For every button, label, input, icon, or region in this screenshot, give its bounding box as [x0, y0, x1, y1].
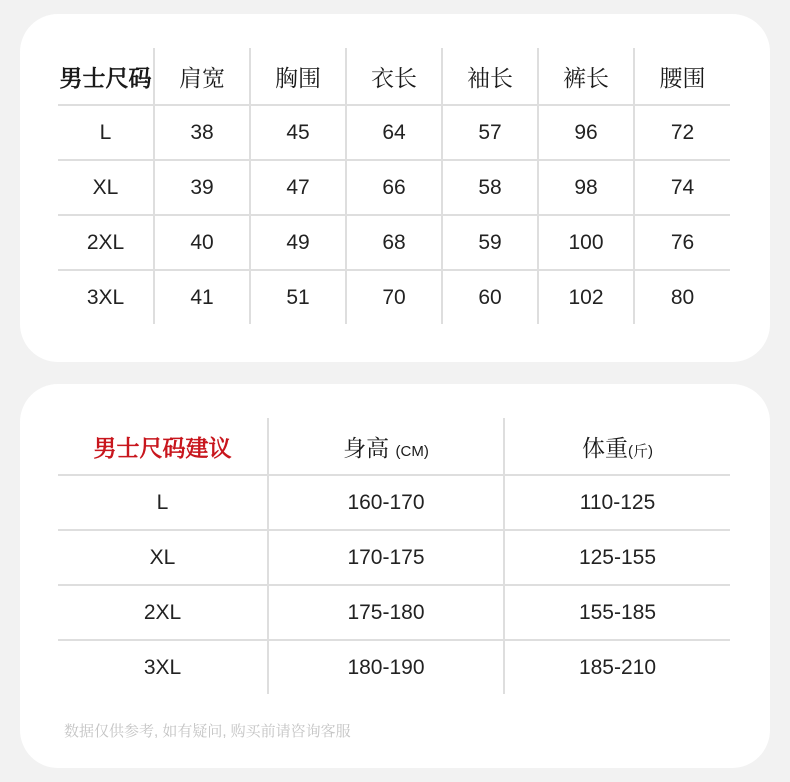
height-cell: 175-180	[268, 585, 504, 640]
chest-cell: 49	[250, 215, 346, 270]
size-cell: 2XL	[58, 585, 268, 640]
header-length: 衣长	[346, 48, 442, 105]
waist-cell: 72	[634, 105, 730, 160]
weight-cell: 110-125	[504, 475, 730, 530]
sleeve-cell: 58	[442, 160, 538, 215]
shoulder-cell: 39	[154, 160, 250, 215]
size-cell: L	[58, 475, 268, 530]
header-chest: 胸围	[250, 48, 346, 105]
weight-unit: (斤)	[628, 442, 653, 460]
disclaimer-note: 数据仅供参考, 如有疑问, 购买前请咨询客服	[64, 723, 351, 740]
height-cell: 170-175	[268, 530, 504, 585]
weight-cell: 185-210	[504, 640, 730, 694]
size-recommendation-card	[20, 384, 770, 768]
size-cell: XL	[58, 160, 154, 215]
table-row	[58, 475, 730, 530]
recommendation-header-row	[58, 418, 730, 475]
waist-cell: 80	[634, 270, 730, 324]
table-row	[58, 215, 730, 270]
length-cell: 68	[346, 215, 442, 270]
size-cell: 3XL	[58, 640, 268, 694]
size-cell: 2XL	[58, 215, 154, 270]
pants-cell: 96	[538, 105, 634, 160]
sleeve-cell: 57	[442, 105, 538, 160]
shoulder-cell: 40	[154, 215, 250, 270]
table-row	[58, 105, 730, 160]
header-pants-length: 裤长	[538, 48, 634, 105]
chest-cell: 47	[250, 160, 346, 215]
height-label: 身高	[343, 434, 390, 461]
table-row	[58, 640, 730, 694]
header-shoulder-width: 肩宽	[154, 48, 250, 105]
pants-cell: 100	[538, 215, 634, 270]
table-row	[58, 270, 730, 324]
weight-cell: 155-185	[504, 585, 730, 640]
chest-cell: 51	[250, 270, 346, 324]
waist-cell: 76	[634, 215, 730, 270]
size-cell: L	[58, 105, 154, 160]
length-cell: 70	[346, 270, 442, 324]
weight-cell: 125-155	[504, 530, 730, 585]
header-waist: 腰围	[634, 48, 730, 105]
height-unit: (CM)	[395, 442, 429, 460]
shoulder-cell: 41	[154, 270, 250, 324]
recommendation-title: 男士尺码建议	[93, 434, 232, 461]
length-cell: 66	[346, 160, 442, 215]
header-size: 男士尺码	[59, 64, 152, 91]
size-chart-header-row	[58, 48, 730, 105]
header-height	[268, 418, 504, 475]
waist-cell: 74	[634, 160, 730, 215]
size-cell: XL	[58, 530, 268, 585]
pants-cell: 98	[538, 160, 634, 215]
table-row	[58, 585, 730, 640]
size-chart-card	[20, 14, 770, 362]
size-chart-table	[58, 48, 730, 324]
header-sleeve-length: 袖长	[442, 48, 538, 105]
size-cell: 3XL	[58, 270, 154, 324]
height-cell: 160-170	[268, 475, 504, 530]
weight-label: 体重	[582, 434, 628, 461]
table-row	[58, 530, 730, 585]
header-weight	[504, 418, 730, 475]
sleeve-cell: 60	[442, 270, 538, 324]
sleeve-cell: 59	[442, 215, 538, 270]
chest-cell: 45	[250, 105, 346, 160]
length-cell: 64	[346, 105, 442, 160]
shoulder-cell: 38	[154, 105, 250, 160]
height-cell: 180-190	[268, 640, 504, 694]
size-recommendation-table	[58, 418, 730, 694]
pants-cell: 102	[538, 270, 634, 324]
table-row	[58, 160, 730, 215]
